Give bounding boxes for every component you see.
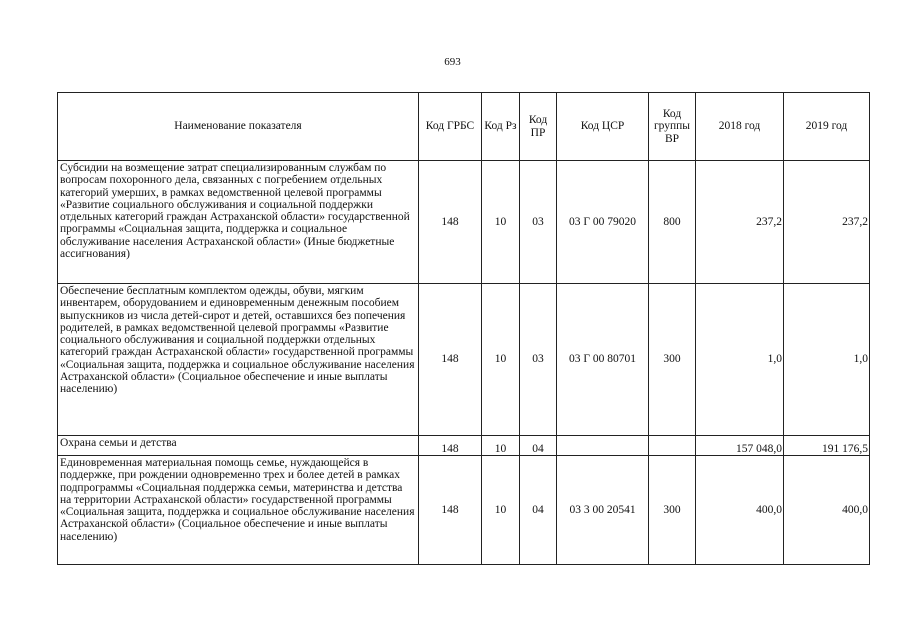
row-pr: 04 xyxy=(520,436,557,456)
row-grbs: 148 xyxy=(419,436,482,456)
row-grbs: 148 xyxy=(419,161,482,284)
row-name: Охрана семьи и детства xyxy=(58,436,419,456)
row-2018: 400,0 xyxy=(696,456,784,565)
row-2019: 191 176,5 xyxy=(784,436,870,456)
row-csr: 03 Г 00 80701 xyxy=(557,284,649,436)
row-2018: 157 048,0 xyxy=(696,436,784,456)
table-row xyxy=(58,436,870,456)
row-rz: 10 xyxy=(482,284,520,436)
table-header-row xyxy=(58,93,870,161)
table-row xyxy=(58,161,870,284)
row-name: Единовременная материальная помощь семье, нуждающейся в поддержке, при рождении одновременно трех и более детей в рамках подпрограммы «Социальная поддержка семьи, материнства и детства на территории Астраханской области» государственной программы «Социальная защита, поддержка и социальное обслуживание населения Астраханской области» (Социальное обеспечение и иные выплаты населению) xyxy=(58,456,419,565)
page-number: 693 xyxy=(444,56,461,68)
header-pr: Код ПР xyxy=(520,93,557,161)
row-grbs: 148 xyxy=(419,456,482,565)
row-vr: 300 xyxy=(649,456,696,565)
row-vr: 300 xyxy=(649,284,696,436)
header-name: Наименование показателя xyxy=(58,93,419,161)
row-vr: 800 xyxy=(649,161,696,284)
table-row xyxy=(58,284,870,436)
row-2019: 237,2 xyxy=(784,161,870,284)
header-2019: 2019 год xyxy=(784,93,870,161)
row-csr: 03 3 00 20541 xyxy=(557,456,649,565)
header-2018: 2018 год xyxy=(696,93,784,161)
row-rz: 10 xyxy=(482,161,520,284)
row-2018: 1,0 xyxy=(696,284,784,436)
row-2018: 237,2 xyxy=(696,161,784,284)
row-pr: 04 xyxy=(520,456,557,565)
budget-table xyxy=(57,92,870,565)
row-pr: 03 xyxy=(520,161,557,284)
row-rz: 10 xyxy=(482,436,520,456)
row-name: Субсидии на возмещение затрат специализированным службам по вопросам похоронного дела, связанных с погребением отдельных категорий умерших, в рамках ведомственной целевой программы «Развитие социального обслуживания и социальной поддержки отдельных категорий граждан Астраханской области» государственной программы «Социальная защита, поддержка и социальное обслуживание населения Астраханской области» (Иные бюджетные ассигнования) xyxy=(58,161,419,284)
row-rz: 10 xyxy=(482,456,520,565)
row-name: Обеспечение бесплатным комплектом одежды, обуви, мягким инвентарем, оборудованием и единовременным денежным пособием выпускников из числа детей-сирот и детей, оставшихся без попечения родителей, в рамках ведомственной целевой программы «Развитие социального обслуживания и социальной поддержки отдельных категорий граждан Астраханской области» государственной программы «Социальная защита, поддержка и социальное обслуживание населения Астраханской области» (Социальное обеспечение и иные выплаты населению) xyxy=(58,284,419,436)
header-csr: Код ЦСР xyxy=(557,93,649,161)
row-grbs: 148 xyxy=(419,284,482,436)
row-vr xyxy=(649,436,696,456)
row-csr: 03 Г 00 79020 xyxy=(557,161,649,284)
header-grbs: Код ГРБС xyxy=(419,93,482,161)
row-2019: 1,0 xyxy=(784,284,870,436)
row-csr xyxy=(557,436,649,456)
header-vr: Код группы ВР xyxy=(649,93,696,161)
header-rz: Код Рз xyxy=(482,93,520,161)
row-2019: 400,0 xyxy=(784,456,870,565)
table-row xyxy=(58,456,870,565)
row-pr: 03 xyxy=(520,284,557,436)
